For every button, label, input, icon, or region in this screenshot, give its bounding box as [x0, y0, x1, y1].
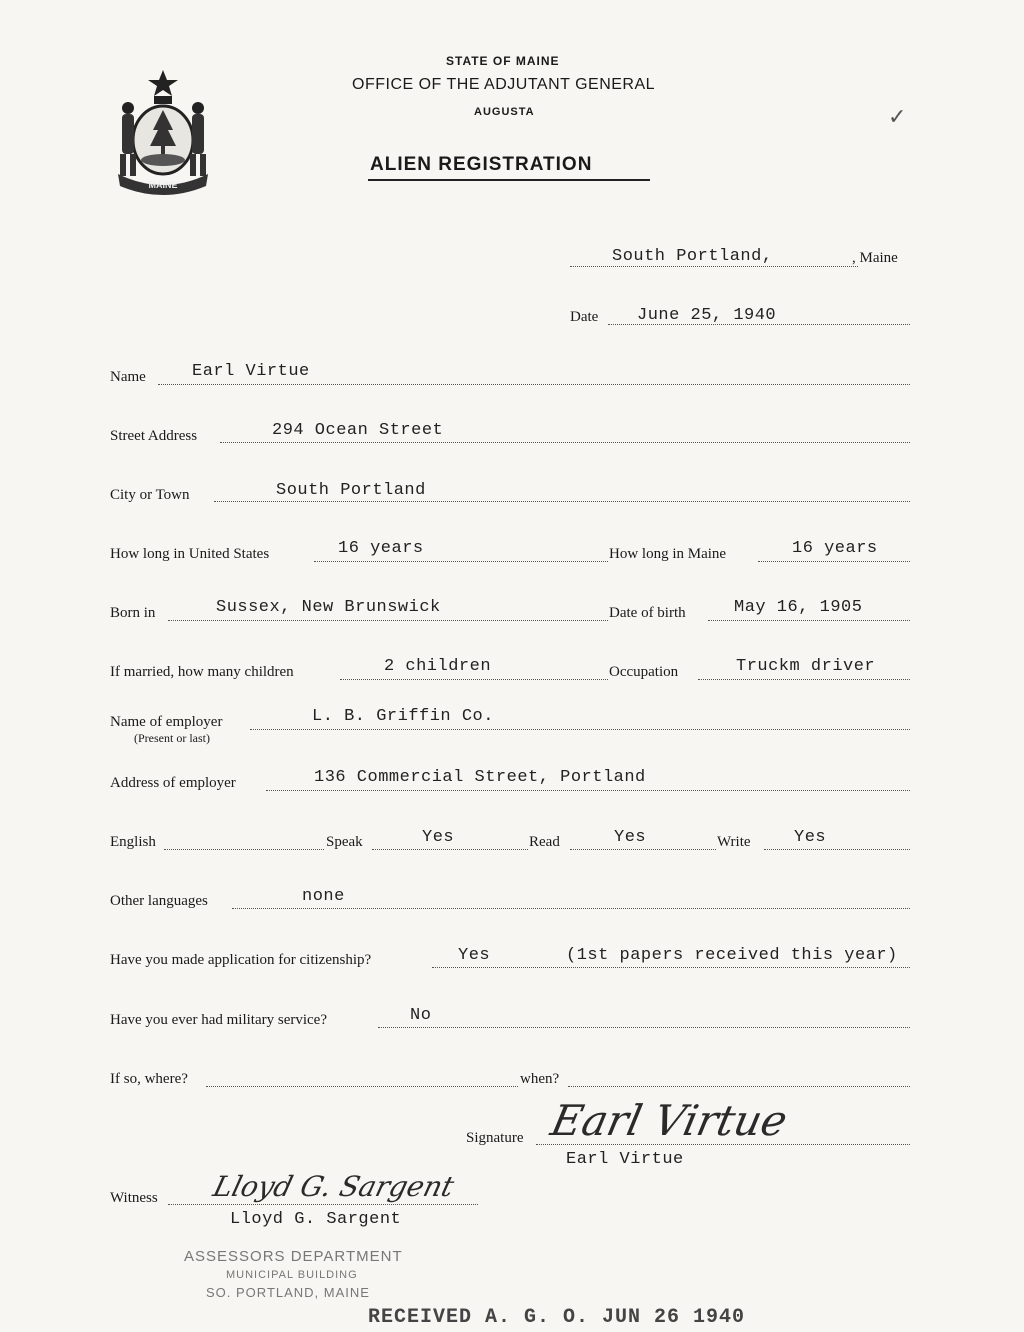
witness-line — [168, 1204, 478, 1205]
form-title: ALIEN REGISTRATION — [370, 154, 593, 175]
english-label: English — [110, 834, 156, 850]
citizenship-value: Yes — [458, 946, 491, 965]
street-address-line — [220, 442, 910, 443]
signature-label: Signature — [466, 1130, 524, 1146]
speak-value: Yes — [422, 828, 455, 847]
employer-name-label: Name of employer — [110, 714, 223, 730]
occupation-value: Truckm driver — [736, 657, 876, 676]
employer-name-sublabel: (Present or last) — [134, 731, 210, 745]
if-so-where-label: If so, where? — [110, 1071, 188, 1087]
other-languages-line — [232, 908, 910, 909]
citizenship-line — [432, 967, 910, 968]
military-label: Have you ever had military service? — [110, 1012, 327, 1028]
children-line — [340, 679, 608, 680]
occupation-label: Occupation — [609, 664, 679, 680]
employer-address-value: 136 Commercial Street, Portland — [314, 768, 646, 787]
stamp-building: MUNICIPAL BUILDING — [226, 1269, 358, 1281]
born-in-label: Born in — [110, 605, 156, 621]
street-address-value: 294 Ocean Street — [272, 421, 444, 440]
speak-line — [372, 849, 528, 850]
date-value: June 25, 1940 — [637, 306, 777, 325]
place-suffix: , Maine — [852, 250, 898, 266]
how-long-us-line — [314, 561, 608, 562]
check-mark: ✓ — [888, 104, 907, 129]
city-or-town-line — [214, 501, 910, 502]
how-long-maine-line — [758, 561, 910, 562]
write-label: Write — [717, 834, 751, 850]
citizenship-label: Have you made application for citizenship? — [110, 952, 372, 968]
place-value: South Portland, — [612, 247, 773, 266]
occupation-line — [698, 679, 910, 680]
employer-name-value: L. B. Griffin Co. — [312, 707, 494, 726]
header-office: OFFICE OF THE ADJUTANT GENERAL — [352, 76, 656, 93]
other-languages-label: Other languages — [110, 893, 208, 909]
children-label: If married, how many children — [110, 664, 294, 680]
title-underline — [368, 179, 650, 181]
how-long-maine-label: How long in Maine — [609, 546, 727, 562]
read-label: Read — [529, 834, 560, 850]
how-long-us-value: 16 years — [338, 539, 424, 558]
city-or-town-value: South Portland — [276, 481, 426, 500]
stamp-department: ASSESSORS DEPARTMENT — [184, 1248, 403, 1265]
maine-state-seal-icon — [110, 68, 216, 196]
when-label: when? — [520, 1071, 560, 1087]
how-long-us-label: How long in United States — [110, 546, 270, 562]
born-in-line — [168, 620, 608, 621]
read-line — [570, 849, 716, 850]
stamp-city: SO. PORTLAND, MAINE — [206, 1285, 370, 1300]
date-of-birth-value: May 16, 1905 — [734, 598, 863, 617]
write-line — [764, 849, 910, 850]
witness-typed: Lloyd G. Sargent — [230, 1210, 402, 1229]
citizenship-note: (1st papers received this year) — [566, 946, 898, 965]
if-so-where-line — [206, 1086, 518, 1087]
date-of-birth-label: Date of birth — [609, 605, 686, 621]
speak-label: Speak — [326, 834, 363, 850]
name-label: Name — [110, 369, 146, 385]
children-value: 2 children — [384, 657, 492, 676]
employer-address-label: Address of employer — [110, 775, 236, 791]
when-line — [568, 1086, 910, 1087]
witness-handwritten: Lloyd G. Sargent — [209, 1170, 458, 1203]
received-stamp: RECEIVED A. G. O. JUN 26 1940 — [368, 1306, 746, 1329]
military-line — [378, 1027, 910, 1028]
witness-label: Witness — [110, 1190, 158, 1206]
write-value: Yes — [794, 828, 827, 847]
street-address-label: Street Address — [110, 428, 198, 444]
city-or-town-label: City or Town — [110, 487, 190, 503]
date-label: Date — [570, 309, 599, 325]
name-value: Earl Virtue — [192, 362, 310, 381]
employer-name-line — [250, 729, 910, 730]
how-long-maine-value: 16 years — [792, 539, 878, 558]
date-of-birth-line — [708, 620, 910, 621]
military-value: No — [410, 1006, 432, 1025]
signature-handwritten: Earl Virtue — [546, 1096, 792, 1145]
read-value: Yes — [614, 828, 647, 847]
employer-address-line — [266, 790, 910, 791]
header-city: AUGUSTA — [474, 106, 535, 118]
other-languages-value: none — [302, 887, 345, 906]
header-state: STATE OF MAINE — [446, 54, 560, 68]
name-line — [158, 384, 910, 385]
signature-typed: Earl Virtue — [566, 1150, 684, 1169]
english-line — [164, 849, 324, 850]
place-line — [570, 266, 858, 267]
born-in-value: Sussex, New Brunswick — [216, 598, 441, 617]
seal-banner-text: MAINE — [148, 180, 178, 190]
